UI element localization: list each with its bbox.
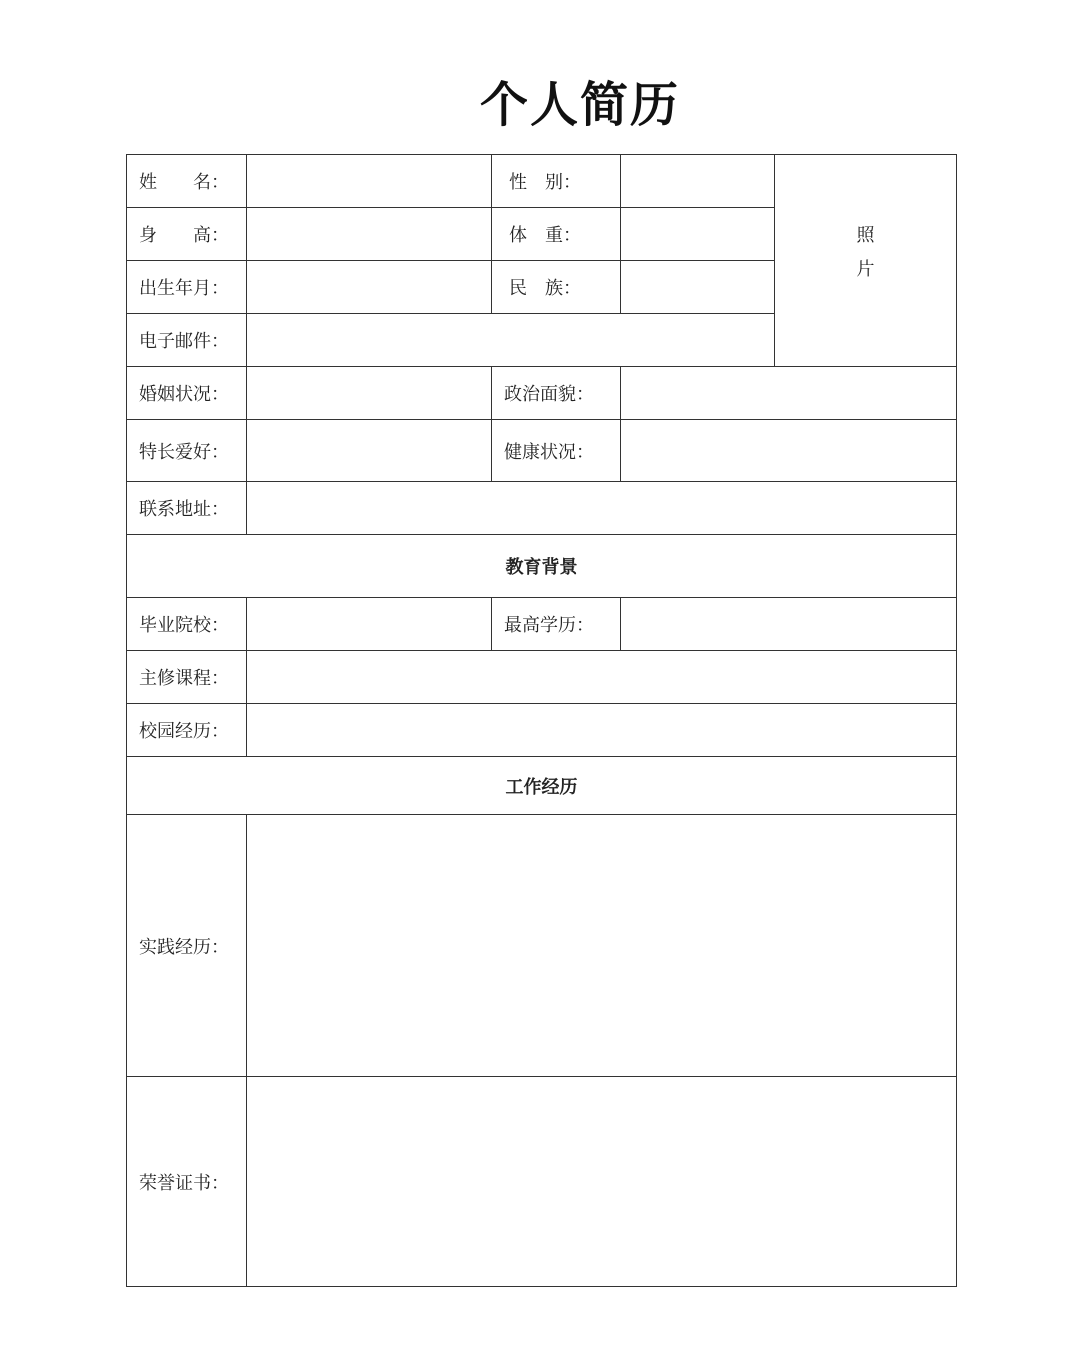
courses-field[interactable] — [247, 651, 957, 704]
address-field[interactable] — [247, 482, 957, 535]
row-marital-political — [127, 367, 957, 420]
weight-field[interactable] — [621, 208, 775, 261]
hobbies-label: 特长爱好： — [127, 420, 247, 482]
campus-field[interactable] — [247, 704, 957, 757]
marital-label: 婚姻状况： — [127, 367, 247, 420]
degree-field[interactable] — [621, 598, 957, 651]
row-school-degree — [127, 598, 957, 651]
photo-box[interactable] — [775, 155, 957, 367]
political-field[interactable] — [621, 367, 957, 420]
row-name-gender — [127, 155, 957, 208]
photo-label: 照片 — [856, 225, 875, 280]
honors-label: 荣誉证书： — [127, 1077, 247, 1287]
practice-label: 实践经历： — [127, 815, 247, 1077]
ethnicity-field[interactable] — [621, 261, 775, 314]
birth-field[interactable] — [247, 261, 492, 314]
resume-table — [126, 154, 957, 1287]
page-title: 个人简历 — [479, 77, 680, 133]
hobbies-field[interactable] — [247, 420, 492, 482]
row-education-header — [127, 535, 957, 598]
campus-label: 校园经历： — [127, 704, 247, 757]
honors-field[interactable] — [247, 1077, 957, 1287]
gender-field[interactable] — [621, 155, 775, 208]
gender-label: 性 别： — [492, 155, 621, 208]
education-section-title: 教育背景 — [127, 535, 957, 598]
row-honors — [127, 1077, 957, 1287]
email-label: 电子邮件： — [127, 314, 247, 367]
health-label: 健康状况： — [492, 420, 621, 482]
address-label: 联系地址： — [127, 482, 247, 535]
birth-label: 出生年月： — [127, 261, 247, 314]
name-field[interactable] — [247, 155, 492, 208]
school-field[interactable] — [247, 598, 492, 651]
health-field[interactable] — [621, 420, 957, 482]
row-hobbies-health — [127, 420, 957, 482]
row-address — [127, 482, 957, 535]
weight-label: 体 重： — [492, 208, 621, 261]
ethnicity-label: 民 族： — [492, 261, 621, 314]
courses-label: 主修课程： — [127, 651, 247, 704]
row-courses — [127, 651, 957, 704]
row-work-header — [127, 757, 957, 815]
work-section-title: 工作经历 — [127, 757, 957, 815]
row-practice — [127, 815, 957, 1077]
row-campus — [127, 704, 957, 757]
school-label: 毕业院校： — [127, 598, 247, 651]
name-label: 姓 名： — [127, 155, 247, 208]
practice-field[interactable] — [247, 815, 957, 1077]
email-field[interactable] — [247, 314, 775, 367]
degree-label: 最高学历： — [492, 598, 621, 651]
height-field[interactable] — [247, 208, 492, 261]
marital-field[interactable] — [247, 367, 492, 420]
political-label: 政治面貌： — [492, 367, 621, 420]
height-label: 身 高： — [127, 208, 247, 261]
